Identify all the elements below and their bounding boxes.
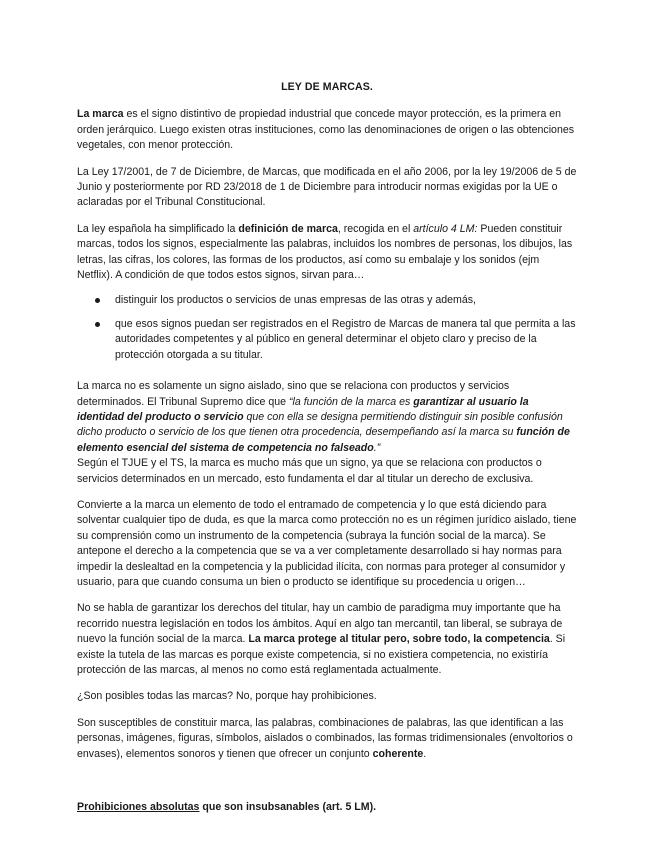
paragraph-text: La marca no es solamente un signo aislado, sino que se relaciona con productos y servicios determinados. El Tribunal Supremo dice que [77, 380, 510, 408]
quote-emphasis: función de elemento esencial del sistema de competencia no falseado [77, 426, 570, 454]
document-title: LEY DE MARCAS. [281, 81, 373, 93]
paragraph-text: Pueden constituir marcas, todos los signos, especialmente las palabras, incluidos los nombres de personas, los dibujos, las letras, las cifras, los colores, las formas de los productos, así como su embalaje y los sonidos (ejm Netflix). A condición de que todos estos signos, sirvan para… [77, 222, 573, 282]
paragraph-text: . [423, 747, 427, 760]
list-item [77, 317, 577, 363]
paragraph-text: , recogida en el [337, 222, 414, 235]
quote-text: .” [373, 441, 381, 454]
reference-articulo-4: artículo 4 LM: [413, 222, 478, 235]
emphasis-coherente: coherente [372, 747, 424, 760]
heading-underlined: Prohibiciones absolutas [77, 801, 200, 814]
quote-text: “la función de la marca es [289, 395, 414, 408]
paragraph-ley-espanola [77, 222, 577, 284]
paragraph-text: La ley española ha simplificado la [77, 222, 239, 235]
heading-text: que son insubsanables (art. 5 LM). [199, 801, 377, 814]
paragraph-competencia: Convierte a la marca un elemento de todo el entramado de competencia y lo que está diciendo para solventar cualquier tipo de duda, es que la marca como protección no es un régimen jurídico aislado, tiene su comprensión como un instrumento de la competencia (subraya la función social de la marca). Se antepone el derecho a la competencia que se va a ver completamente desarrollado si hay normas para impedir la deslealtad en la competencia y la publicidad ilícita, con normas para proteger al consumidor y usuario, para que cuando consuma un bien o producto se identifique su procedencia u origen… [77, 498, 577, 588]
list-item-text: que esos signos puedan ser registrados en el Registro de Marcas de manera tal que permita a las autoridades competentes y al público en general determinar el objeto claro y preciso de la protección otorgada a su titular. [115, 317, 576, 361]
paragraph-tribunal-supremo [77, 379, 577, 456]
bullet-icon [95, 322, 100, 327]
conditions-list [77, 293, 577, 363]
paragraph-ley-17-2001: La Ley 17/2001, de 7 de Diciembre, de Marcas, que modificada en el año 2006, por la ley 19/2006 de 5 de Junio y posteriormente por RD 23/2018 de 1 de Diciembre para introducir normas exigidas por la UE o aclaradas por el Tribunal Constitucional. [77, 165, 577, 209]
paragraph-question: ¿Son posibles todas las marcas? No, porque hay prohibiciones. [77, 690, 377, 703]
paragraph-susceptibles [77, 716, 577, 762]
emphasis-text: La marca protege al titular pero, sobre todo, la competencia [248, 633, 550, 646]
paragraph-text: No se habla de garantizar los derechos del titular, hay un cambio de paradigma muy importante que ha recorrido nuestra legislación en todos los ámbitos. Aquí en algo tan mercantil, tan liberal, se subraya de nuevo la función social de la marca. [77, 602, 563, 646]
list-item [77, 293, 577, 308]
bullet-icon [95, 298, 100, 303]
term-la-marca: La marca [77, 108, 124, 121]
list-item-text: distinguir los productos o servicios de unas empresas de las otras y además, [115, 294, 476, 307]
paragraph-tjue-ts: Según el TJUE y el TS, la marca es mucho más que un signo, ya que se relaciona con productos o servicios determinados en un mercado, esto fundamenta el dar al titular un derecho de exclusiva. [77, 457, 542, 485]
section-heading-prohibiciones [77, 800, 577, 815]
paragraph-paradigma [77, 601, 577, 678]
quote-emphasis: garantizar al usuario la identidad del producto o servicio [77, 395, 529, 423]
document-body [77, 80, 577, 815]
paragraph-text: es el signo distintivo de propiedad industrial que concede mayor protección, es la primera en orden jerárquico. Luego existen otras instituciones, como las denominaciones de origen o las obtenciones vegetales, con menor protección. [77, 108, 575, 152]
paragraph-text: . Si existe la tutela de las marcas es porque existe competencia, si no existiera competencia, no existiría protección de las marcas, al menos no como está reglamentada actualmente. [77, 633, 566, 676]
term-definicion-de-marca: definición de marca [238, 222, 338, 235]
paragraph-text: Son susceptibles de constituir marca, las palabras, combinaciones de palabras, las que identifican a las personas, imágenes, figuras, símbolos, aislados o combinados, las formas tridimensionales (envoltorios o envases), elementos sonoros y tienen que ofrecer un conjunto [77, 716, 573, 760]
quote-text: que con ella se designa permitiendo distinguir sin posible confusión dicho producto o servicio de los que tienen otra procedencia, desempeñando así la marca su [77, 410, 563, 439]
paragraph-definition [77, 107, 577, 153]
